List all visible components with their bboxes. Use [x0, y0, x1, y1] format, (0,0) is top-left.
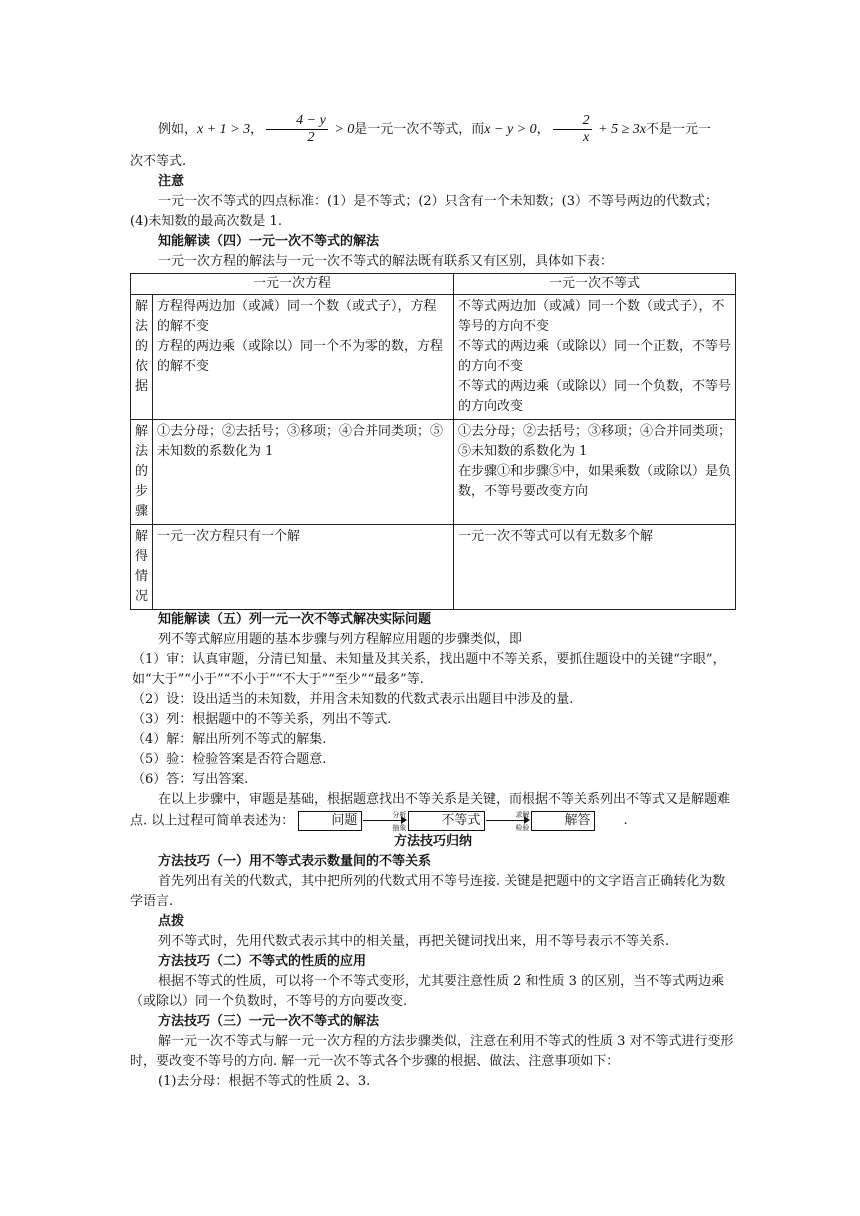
- section5-summary: 在以上步骤中，审题是基础，根据题意找出不等关系是关键，而根据不等关系列出不等式又是解题难点. 以上过程可简单表述为： 问题 分析 抽象 不等式 求解 检验 解答 .: [130, 792, 731, 832]
- table-row: [131, 525, 736, 610]
- tip-text: 列不等式时，先用代数式表示其中的相关量，再把关键词找出来，用不等号表示不等关系.: [158, 934, 670, 949]
- example-sep2: ，: [536, 122, 550, 137]
- step-item: （6）答：写出答案.: [132, 772, 249, 787]
- example-line: [130, 108, 736, 152]
- example-continuation: 次不等式.: [130, 154, 187, 169]
- table-header-equation: 一元一次方程: [131, 274, 454, 295]
- method1-title: 方法技巧（一）用不等式表示数量间的不等关系: [158, 854, 432, 869]
- comparison-table: [130, 273, 736, 610]
- step-item: （4）解：解出所列不等式的解集.: [132, 732, 327, 747]
- table-row: [131, 420, 736, 525]
- flow-box-problem: 问题: [298, 811, 362, 831]
- fraction-1-tail: > 0: [330, 122, 355, 137]
- step-item: （2）设：设出适当的未知数，并用含未知数的代数式表示出题目中涉及的量.: [132, 692, 574, 707]
- flow-arrow-icon: 求解 检验: [486, 810, 530, 832]
- fraction-1-denominator: 2: [307, 130, 315, 145]
- step-item: （1）审：认真审题，分清已知量、未知量及其关系，找出题中不等关系，要抓住题设中的关键“字眼”，如“大于”“小于”“不小于”“不大于”“至少”“最多”等.: [132, 652, 726, 687]
- table-cell: 不等式两边加（或减）同一个数（或式子），不等号的方向不变 不等式的两边乘（或除以）同一个正数，不等号的方向不变 不等式的两边乘（或除以）同一个负数，不等号的方向改变: [454, 295, 736, 420]
- table-cell: 一元一次方程只有一个解: [153, 525, 454, 610]
- section4-title: 知能解读（四）一元一次不等式的解法: [158, 234, 380, 249]
- method1-text: 首先列出有关的代数式，其中把所列的代数式用不等号连接. 关键是把题中的文字语言正确转化为数学语言.: [130, 874, 726, 909]
- method2-title: 方法技巧（二）不等式的性质的应用: [158, 954, 367, 969]
- example-suffix: 不是一元一: [645, 122, 711, 137]
- flow-arrow-icon: 分析 抽象: [363, 810, 407, 832]
- fraction-2: [553, 113, 592, 146]
- table-cell: ①去分母；②去括号；③移项；④合并同类项；⑤未知数的系数化为 1 在步骤①和步骤⑤中，如果乘数（或除以）是负数，不等号要改变方向: [454, 420, 736, 525]
- method3-item1: (1)去分母：根据不等式的性质 2、3.: [158, 1074, 371, 1089]
- section5-intro: 列不等式解应用题的基本步骤与列方程解应用题的步骤类似，即: [158, 632, 523, 647]
- fraction-1: [266, 113, 328, 146]
- table-header-inequality: 一元一次不等式: [454, 274, 736, 295]
- example-expr1: x + 1 > 3: [197, 122, 251, 137]
- table-cell: ①去分母；②去括号；③移项；④合并同类项；⑤未知数的系数化为 1: [153, 420, 454, 525]
- table-cell: 方程得两边加（或减）同一个数（或式子），方程的解不变 方程的两边乘（或除以）同一个不为零的数，方程的解不变: [153, 295, 454, 420]
- note-text: 一元一次不等式的四点标准：(1）是不等式；(2）只含有一个未知数；(3）不等号两边的代数式；(4)未知数的最高次数是 1.: [130, 194, 719, 229]
- document-content: [130, 108, 736, 1092]
- method2-text: 根据不等式的性质，可以将一个不等式变形，尤其要注意性质 2 和性质 3 的区别，当不等式两边乘（或除以）同一个负数时，不等号的方向要改变.: [130, 974, 725, 1009]
- tip-title: 点拨: [158, 914, 185, 929]
- example-mid: 是一元一次不等式，而: [354, 122, 485, 137]
- row-label-steps: 解 法 的 步 骤: [131, 420, 153, 525]
- table-row: [131, 295, 736, 420]
- table-cell: 一元一次不等式可以有无数多个解: [454, 525, 736, 610]
- row-label-basis: 解 法 的 依 据: [131, 295, 153, 420]
- fraction-1-numerator: 4 − y: [266, 113, 328, 130]
- table-header-row: [131, 274, 736, 295]
- example-sep1: ，: [250, 122, 264, 137]
- row-label-solutions: 解 得 情 况: [131, 525, 153, 610]
- note-title: 注意: [158, 174, 185, 189]
- example-prefix: 例如，: [158, 122, 198, 137]
- fraction-2-tail: + 5 ≥ 3x: [594, 122, 646, 137]
- example-expr2: x − y > 0: [484, 122, 537, 137]
- process-flow: 问题 分析 抽象 不等式 求解 检验 解答 .: [298, 810, 627, 832]
- method3-title: 方法技巧（三）一元一次不等式的解法: [158, 1014, 380, 1029]
- section5-title: 知能解读（五）列一元一次不等式解决实际问题: [158, 612, 432, 627]
- step-item: （3）列：根据题中的不等关系，列出不等式.: [132, 712, 392, 727]
- step-item: （5）验：检验答案是否符合题意.: [132, 752, 327, 767]
- fraction-2-denominator: x: [583, 130, 590, 145]
- methods-title: 方法技巧归纳: [393, 834, 472, 849]
- fraction-2-numerator: 2: [553, 113, 592, 130]
- section4-intro: 一元一次方程的解法与一元一次不等式的解法既有联系又有区别，具体如下表：: [158, 254, 614, 269]
- flow-box-answer: 解答: [531, 811, 595, 831]
- flow-box-inequality: 不等式: [408, 811, 485, 831]
- method3-text: 解一元一次不等式与解一元一次方程的方法步骤类似，注意在利用不等式的性质 3 对不等式进行变形时，要改变不等号的方向. 解一元一次不等式各个步骤的根据、做法、注意事项如下：: [130, 1034, 734, 1069]
